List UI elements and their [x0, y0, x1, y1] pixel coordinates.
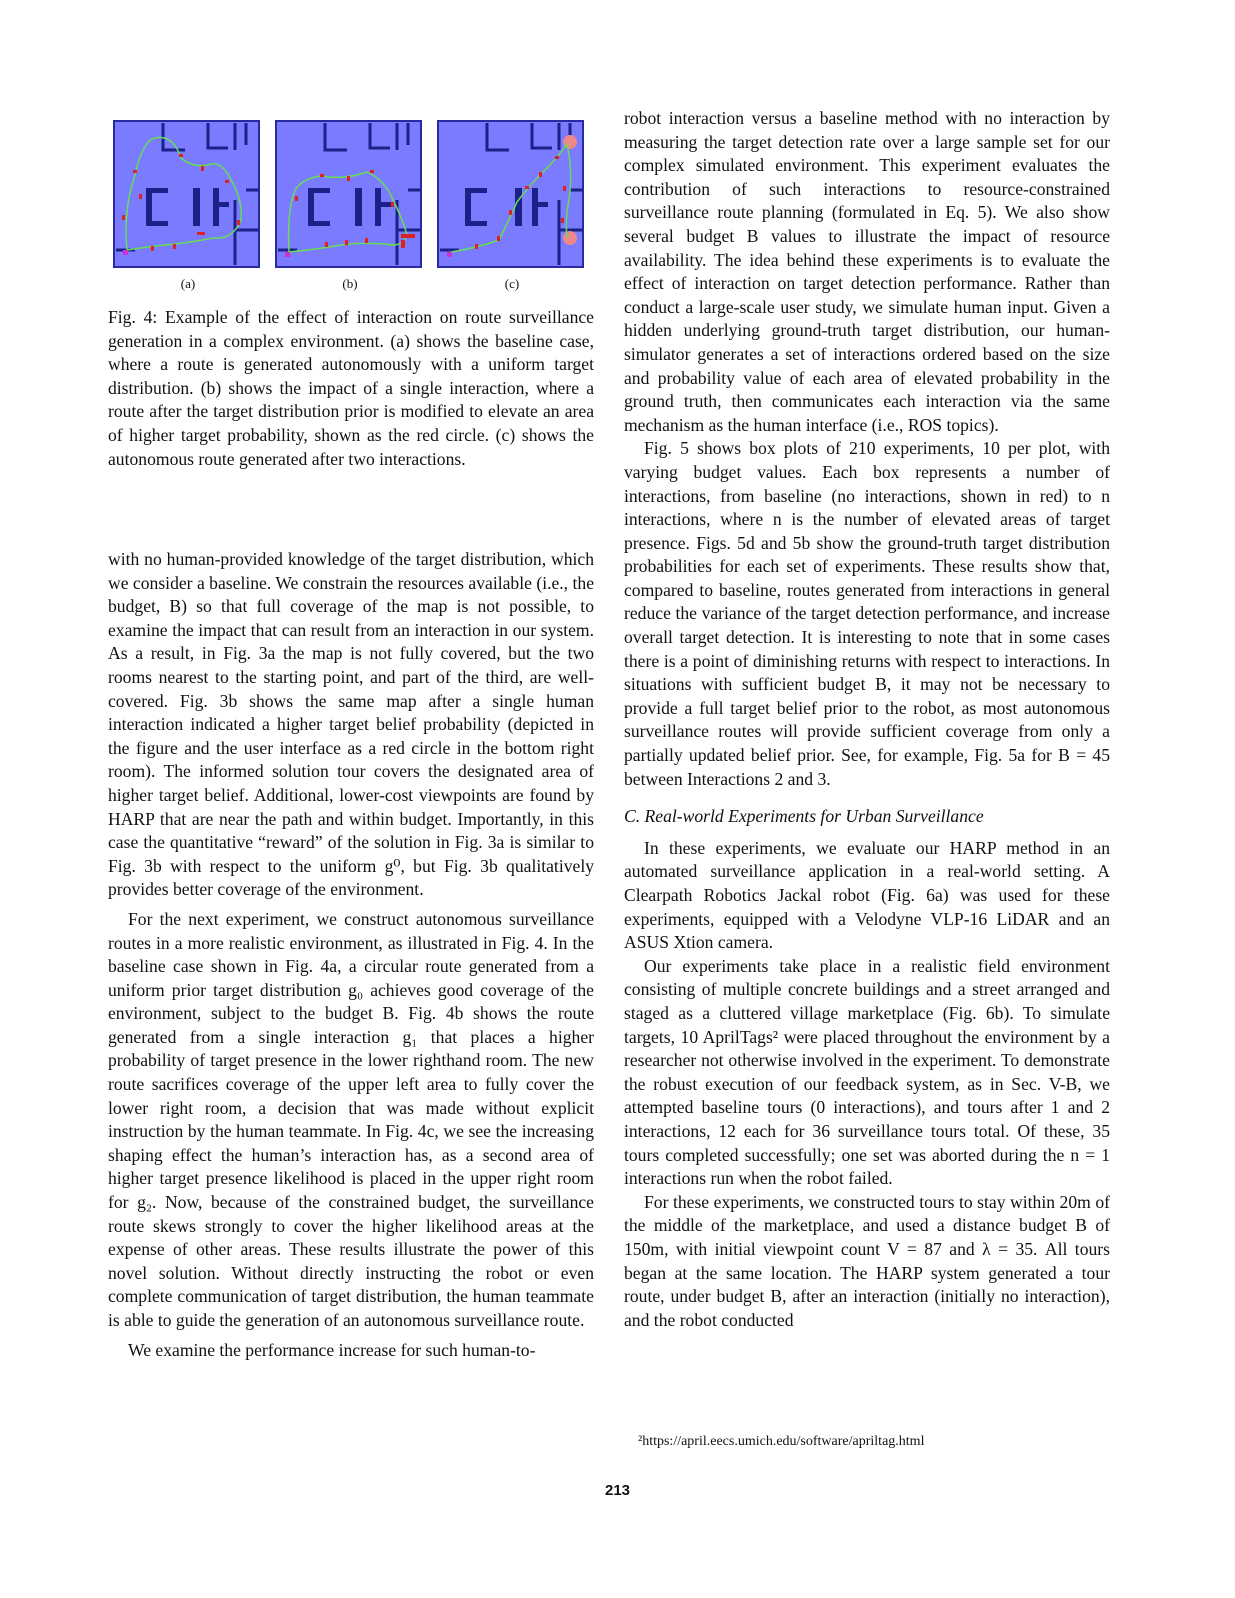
figure-label-c: (c) [504, 276, 520, 291]
footnote: ²https://april.eecs.umich.edu/software/apriltag.html [638, 1434, 925, 1449]
figure-label-a: (a) [180, 276, 196, 291]
figure-caption: Fig. 4: Example of the effect of interaction on route surveillance generation in a complex environment. (a) shows the baseline case, where a route is generated autonomously with a uniform target distribution. (b) shows the impact of a single interaction, where a route after the target distribution prior is modified to elevate an area of higher target probability, shown as the red circle. (c) shows the autonomous route generated after two interactions. [108, 307, 594, 469]
right-paragraph-1: robot interaction versus a baseline method with no interaction by measuring the target detection rate over a large sample set for our complex simulated environment. This experiment evaluates the contribution of such interactions to resource-constrained surveillance route planning (formulated in Eq. 5). We also show several budget B values to illustrate the impact of resource availability. The idea behind these experiments is to evaluate the effect of interaction on target detection performance. Rather than conduct a large-scale user study, we simulate human input. Given a hidden underlying ground-truth target distribution, our human-simulator generates a set of interactions ordered based on the size and probability value of each area of elevated probability in the ground truth, then communicates each interaction via the same mechanism as the human interface (i.e., ROS topics). [624, 108, 1110, 435]
right-column [624, 107, 1110, 1332]
page-number: 213 [604, 1482, 631, 1499]
figure-panel-c [437, 120, 584, 268]
figure-panel-b [275, 120, 422, 268]
left-column [108, 548, 594, 1362]
figure-panel-a [113, 120, 260, 268]
right-paragraph-2: Fig. 5 shows box plots of 210 experiments, 10 per plot, with varying budget values. Each box represents a number of interactions, from baseline (no interactions, shown in red) to n interactions, where n is the number of elevated areas of target presence. Figs. 5d and 5b show the ground-truth target distribution probabilities for each set of experiments. These results show that, compared to baseline, routes generated from interactions in general reduce the variance of the target detection performance, and increase overall target detection. It is interesting to note that in some cases there is a point of diminishing returns with respect to interactions. In situations with sufficient budget B, it may not be necessary to provide a full target belief prior to the robot, as most autonomous surveillance routes will provide sufficient coverage from only a partially updated belief prior. See, for example, Fig. 5a for B = 45 between Interactions 2 and 3. [624, 438, 1110, 789]
left-paragraph-1: with no human-provided knowledge of the target distribution, which we consider a baseline. We constrain the resources available (i.e., the budget, B) so that full coverage of the map is not possible, to examine the impact that can result from an interaction in our system. As a result, in Fig. 3a the map is not fully covered, but the two rooms nearest to the starting point, and part of the third, are well-covered. Fig. 3b shows the same map after a single human interaction indicated a higher target belief probability (depicted in the figure and the user interface as a red circle in the bottom right room). The informed solution tour covers the designated area of higher target belief. Additional, lower-cost viewpoints are found by HARP that are near the path and within budget. Importantly, in this case the quantitative “reward” of the solution in Fig. 3a is similar to Fig. 3b with respect to the uniform g⁰, but Fig. 3b qualitatively provides better coverage of the environment. [108, 549, 594, 900]
figure-label-b: (b) [342, 276, 358, 291]
right-paragraph-4: Our experiments take place in a realistic field environment consisting of multiple concrete buildings and a street arranged and staged as a cluttered village marketplace (Fig. 6b). To simulate targets, 10 AprilTags² were placed throughout the environment by a researcher not otherwise involved in the experiment. To demonstrate the robust execution of our feedback system, as in Sec. V-B, we attempted baseline tours (0 interactions), and tours after 1 and 2 interactions, 12 each for 36 surveillance tours total. Of these, 35 tours completed successfully; one set was aborted during the n = 1 interactions run when the robot failed. [624, 955, 1110, 1189]
figure-4 [113, 120, 591, 270]
right-paragraph-3: In these experiments, we evaluate our HARP method in an automated surveillance application in a real-world setting. A Clearpath Robotics Jackal robot (Fig. 6a) was used for these experiments, equipped with a Velodyne VLP-16 LiDAR and an ASUS Xtion camera. [624, 837, 1110, 953]
left-paragraph-3: We examine the performance increase for such human-to- [128, 1339, 536, 1360]
section-heading: C. Real-world Experiments for Urban Surveillance [624, 806, 984, 827]
left-paragraph-2: For the next experiment, we construct autonomous surveillance routes in a more realistic environment, as illustrated in Fig. 4. In the baseline case shown in Fig. 4a, a circular route generated from a uniform prior target distribution g₀ achieves good coverage of the environment, subject to the budget B. Fig. 4b shows the route generated from a single interaction g₁ that places a higher probability of target presence in the lower righthand room. The new route sacrifices coverage of the upper left area to fully cover the lower right room, a decision that was made without explicit instruction by the human teammate. In Fig. 4c, we see the increasing shaping effect the human’s interaction has, as a second area of higher target presence likelihood is placed in the upper right room for g₂. Now, because of the constrained budget, the surveillance route skews strongly to cover the higher likelihood areas at the expense of other areas. These results illustrate the power of this novel solution. Without directly instructing the robot or even complete communication of target distribution, the human teammate is able to guide the generation of an autonomous surveillance route. [108, 908, 594, 1330]
right-paragraph-5: For these experiments, we constructed tours to stay within 20m of the middle of the marketplace, and used a distance budget B of 150m, with initial viewpoint count V = 87 and λ = 35. All tours began at the same location. The HARP system generated a tour route, under budget B, after an interaction (initially no interaction), and the robot conducted [624, 1191, 1110, 1330]
